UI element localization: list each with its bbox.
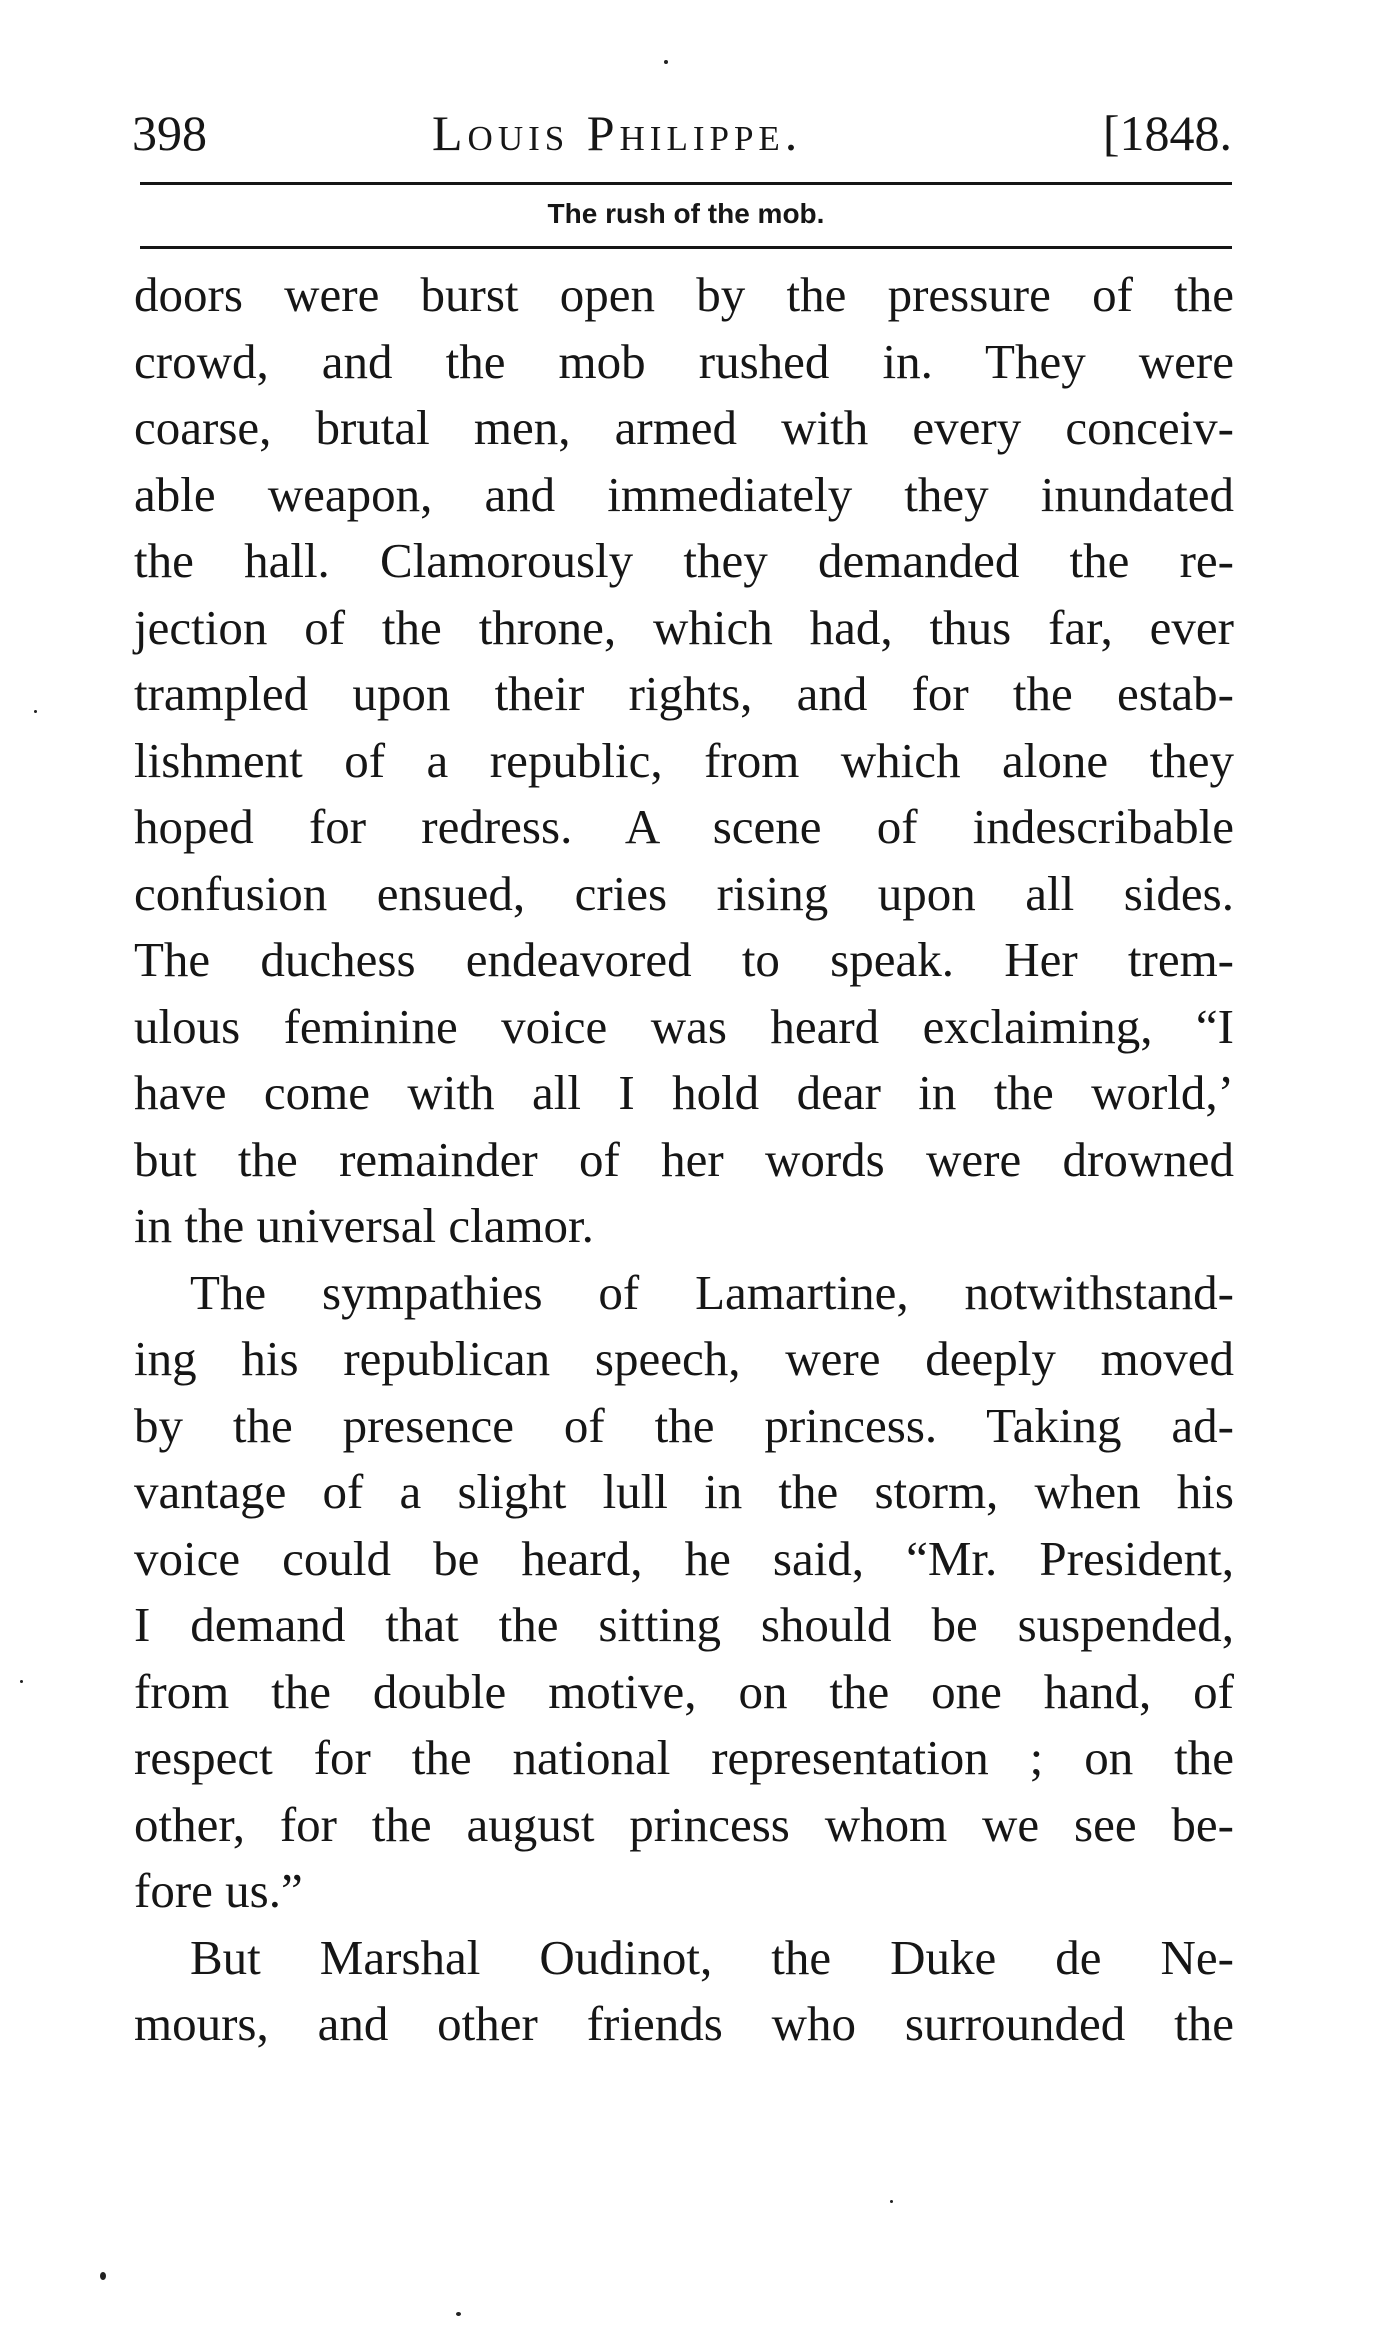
text-line: but the remainder of her words were drowned xyxy=(134,1131,1234,1187)
header-rule xyxy=(140,182,1232,185)
text-line: vantage of a slight lull in the storm, when his xyxy=(134,1464,1234,1519)
text-line: fore us.” xyxy=(134,1863,303,1918)
text-line: able weapon, and immediately they inundated xyxy=(134,466,1234,522)
header-year: [1848. xyxy=(1102,105,1232,161)
text-line: The sympathies of Lamartine, notwithstand- xyxy=(190,1264,1234,1320)
text-line: coarse, brutal men, armed with every conceiv- xyxy=(134,400,1234,455)
text-line: ulous feminine voice was heard exclaiming, “I xyxy=(134,998,1234,1054)
text-line: trampled upon their rights, and for the estab- xyxy=(134,666,1234,721)
ink-speck xyxy=(664,60,668,64)
paragraph xyxy=(134,262,1234,1260)
text-line: lishment of a republic, from which alone they xyxy=(134,732,1234,788)
text-line: from the double motive, on the one hand, of xyxy=(134,1663,1234,1719)
text-line: mours, and other friends who surrounded the xyxy=(134,1996,1234,2051)
text-line: the hall. Clamorously they demanded the re- xyxy=(134,533,1234,588)
book-title: Louis Philippe. xyxy=(432,105,803,161)
running-head xyxy=(132,98,1232,168)
text-line: other, for the august princess whom we see be- xyxy=(134,1796,1234,1852)
paragraph xyxy=(134,1925,1234,2058)
ink-speck xyxy=(34,710,37,713)
text-line: voice could be heard, he said, “Mr. President, xyxy=(134,1530,1234,1586)
ink-speck xyxy=(100,2272,106,2280)
page-number: 398 xyxy=(132,105,207,161)
text-line: The duchess endeavored to speak. Her trem- xyxy=(134,932,1234,987)
text-line: by the presence of the princess. Taking ad- xyxy=(134,1397,1234,1453)
paragraph xyxy=(134,1260,1234,1925)
ink-speck xyxy=(890,2200,893,2203)
text-line: confusion ensued, cries rising upon all sides. xyxy=(134,865,1234,921)
text-line: But Marshal Oudinot, the Duke de Ne- xyxy=(190,1929,1234,1985)
text-line: hoped for redress. A scene of indescribable xyxy=(134,799,1234,854)
ink-speck xyxy=(456,2312,461,2316)
section-heading: The rush of the mob. xyxy=(547,198,825,229)
text-line: have come with all I hold dear in the world,’ xyxy=(134,1065,1234,1120)
text-line: ing his republican speech, were deeply moved xyxy=(134,1331,1234,1386)
text-line: in the universal clamor. xyxy=(134,1198,594,1253)
ink-speck xyxy=(20,1680,23,1683)
text-line: respect for the national representation ; on the xyxy=(134,1730,1234,1785)
text-line: crowd, and the mob rushed in. They were xyxy=(134,333,1234,389)
text-line: I demand that the sitting should be suspended, xyxy=(134,1597,1234,1652)
text-line: jection of the throne, which had, thus far, ever xyxy=(134,599,1234,655)
text-line: doors were burst open by the pressure of the xyxy=(134,267,1234,322)
heading-rule xyxy=(140,246,1232,249)
body-text xyxy=(134,262,1234,2058)
